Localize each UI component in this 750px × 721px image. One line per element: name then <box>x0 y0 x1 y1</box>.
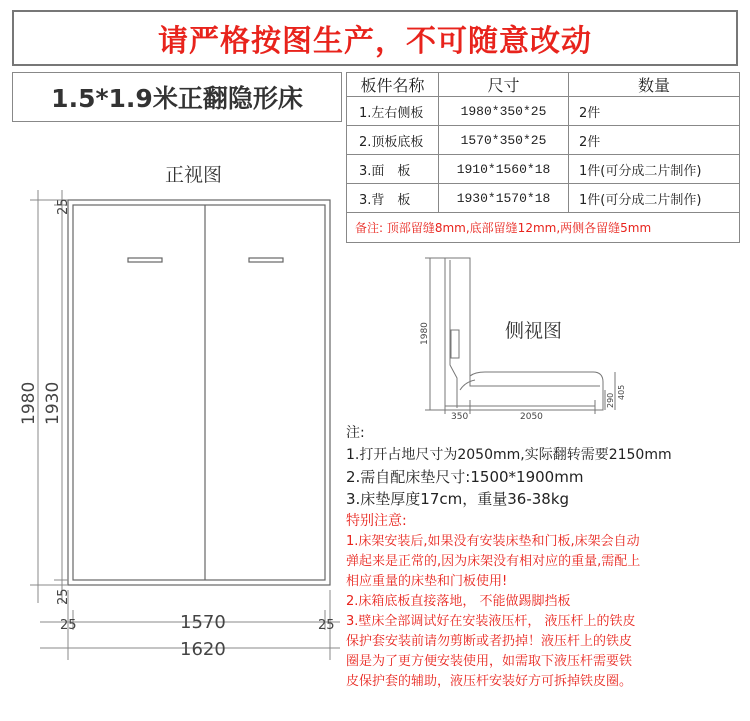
dim-outer-height: 1980 <box>19 381 39 425</box>
part-size: 1570*350*25 <box>439 126 569 155</box>
part-name: 1.左右侧板 <box>347 97 439 126</box>
notes-heading: 注: <box>346 425 365 441</box>
table-row <box>347 97 740 126</box>
cabinet-inner <box>73 205 325 580</box>
part-size: 1910*1560*18 <box>439 155 569 184</box>
part-name: 3.背 板 <box>347 184 439 213</box>
warning-line: 3.壁床全部调试好在安装液压杆， 液压杆上的铁皮 <box>346 614 636 629</box>
notes-block <box>346 422 746 692</box>
warning-line: 相应重量的床垫和门板使用! <box>346 574 508 589</box>
dim-outer-width: 1620 <box>180 639 226 660</box>
side-view-drawing <box>415 250 630 420</box>
warning-line: 弹起来是正常的,因为床架没有相对应的重量,需配上 <box>346 554 641 569</box>
part-name: 3.面 板 <box>347 155 439 184</box>
part-qty: 2件 <box>569 126 740 155</box>
cabinet-outline <box>68 200 330 585</box>
dim-bottom-25: 25 <box>56 588 71 605</box>
part-qty: 1件(可分成二片制作) <box>569 184 740 213</box>
dim-h2: 290 <box>606 392 615 408</box>
dim-inner-height: 1930 <box>43 381 63 425</box>
warning-line: 圈是为了更方便安装使用，如需取下液压杆需要铁 <box>346 654 633 669</box>
part-qty: 2件 <box>569 97 740 126</box>
dim-top-25: 25 <box>56 198 71 215</box>
left-handle <box>128 258 162 262</box>
part-size: 1930*1570*18 <box>439 184 569 213</box>
table-header-row <box>347 73 740 97</box>
side-profile <box>445 258 603 410</box>
model-title: 1.5*1.9米正翻隐形床 <box>51 84 303 113</box>
warning-line: 1.床架安装后,如果没有安装床垫和门板,床架会自动 <box>346 534 640 549</box>
dim-open-length: 2050 <box>520 412 543 420</box>
dim-h1: 405 <box>617 384 626 400</box>
dim-side-depth: 350 <box>451 412 469 420</box>
header-size: 尺寸 <box>439 73 569 97</box>
right-handle <box>249 258 283 262</box>
warning-line: 皮保护套的辅助，液压杆安装好方可拆掉铁皮圈。 <box>346 674 633 689</box>
dim-inner-width: 1570 <box>180 612 226 633</box>
header-qty: 数量 <box>569 73 740 97</box>
banner-text: 请严格按图生产，不可随意改动 <box>158 24 592 59</box>
dim-side-right: 25 <box>318 618 335 633</box>
warning-line: 2.床箱底板直接落地， 不能做踢脚挡板 <box>346 594 571 609</box>
part-size: 1980*350*25 <box>439 97 569 126</box>
table-note-row <box>347 213 740 243</box>
table-row <box>347 184 740 213</box>
part-qty: 1件(可分成二片制作) <box>569 155 740 184</box>
dim-side-height: 1980 <box>420 322 430 345</box>
warning-title: 特别注意: <box>346 513 407 529</box>
front-view-label: 正视图 <box>165 164 223 186</box>
note-item: 1.打开占地尺寸为2050mm,实际翻转需要2150mm <box>346 447 672 463</box>
part-name: 2.顶板底板 <box>347 126 439 155</box>
table-row <box>347 126 740 155</box>
warning-line: 保护套安装前请勿剪断或者扔掉！液压杆上的铁皮 <box>346 634 633 649</box>
note-item: 3.床垫厚度17cm，重量36-38kg <box>346 490 570 508</box>
parts-table <box>346 72 740 243</box>
header-name: 板件名称 <box>347 73 439 97</box>
dim-side-left: 25 <box>60 618 77 633</box>
table-row <box>347 155 740 184</box>
side-view-label: 侧视图 <box>505 320 563 342</box>
front-view-drawing <box>0 0 345 680</box>
note-item: 2.需自配床垫尺寸:1500*1900mm <box>346 468 584 486</box>
table-note: 备注: 顶部留缝8mm,底部留缝12mm,两侧各留缝5mm <box>347 213 740 243</box>
